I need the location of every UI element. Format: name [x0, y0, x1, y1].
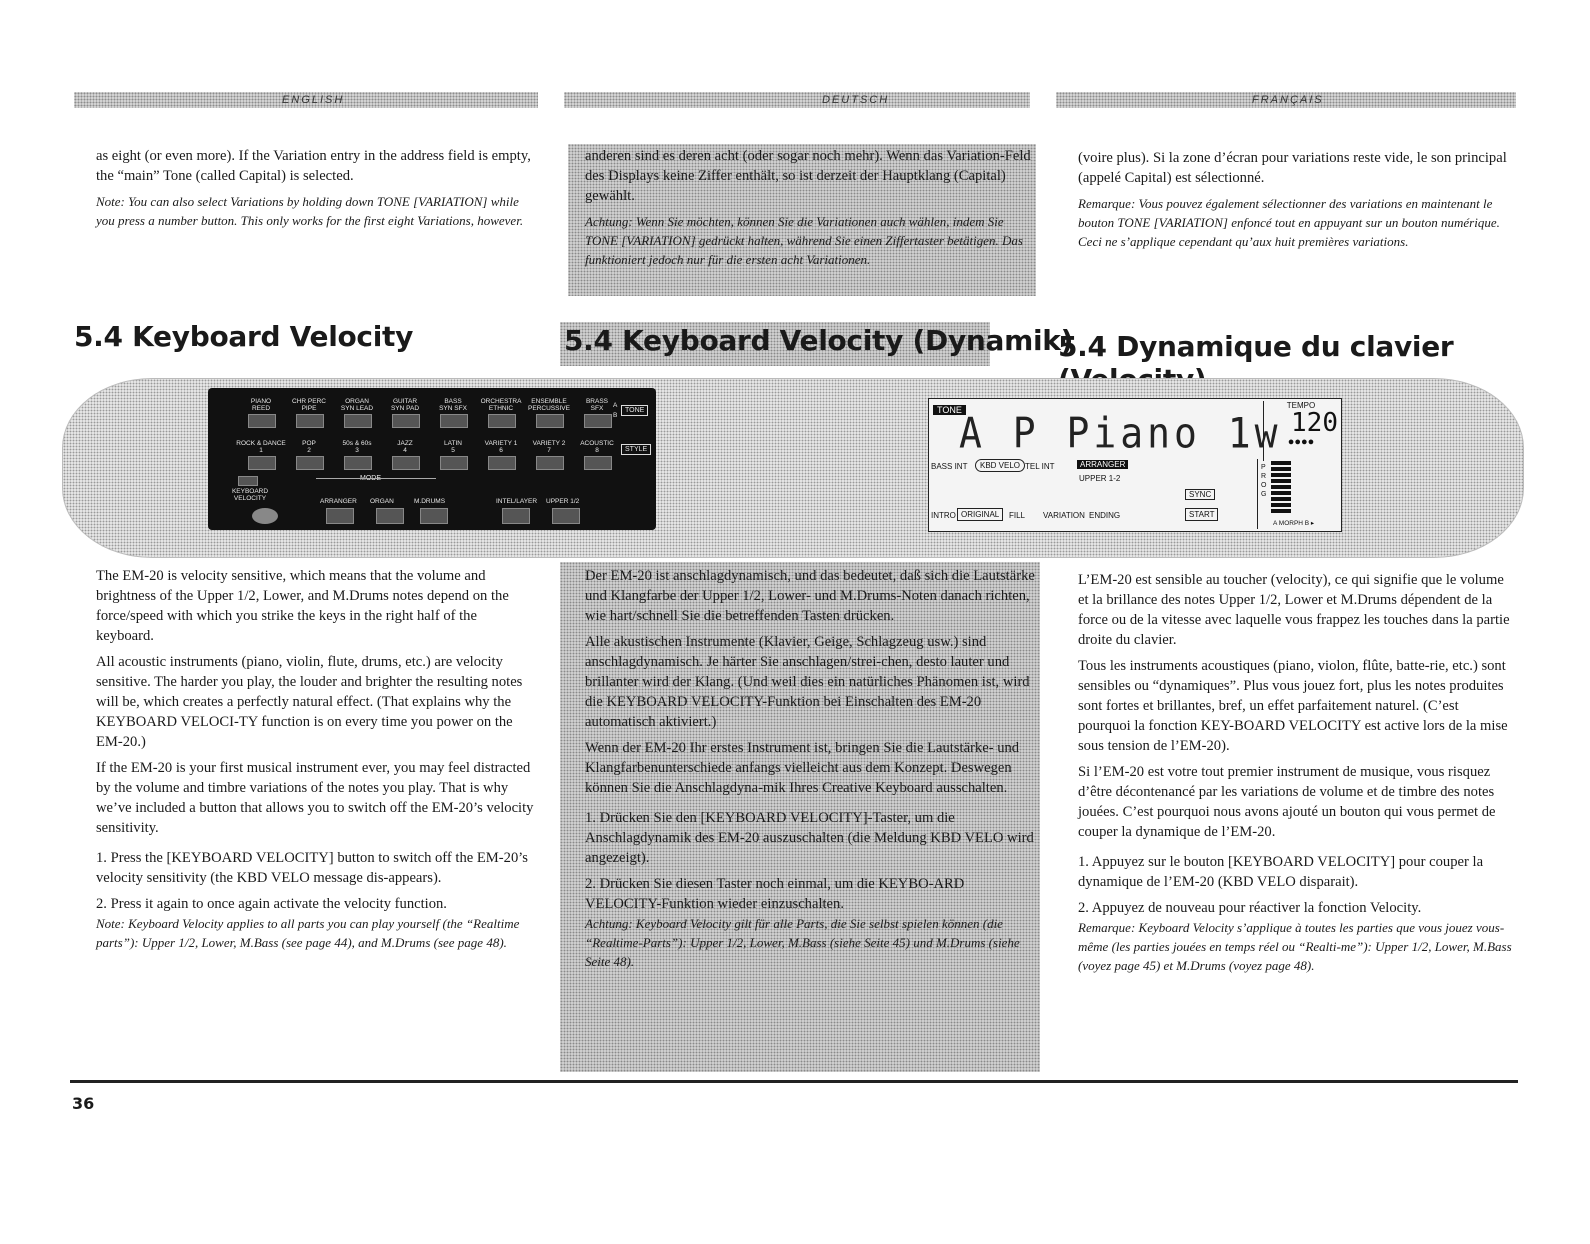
- lcd-start: START: [1185, 508, 1218, 521]
- english-intro-note: Note: You can also select Variations by holding down TONE [VARIATION] while you press a number button. This only works for the first eight Variations, however.: [96, 194, 524, 228]
- tone-group-button[interactable]: [584, 414, 612, 428]
- lcd-beat-dots: ●●●●: [1287, 436, 1315, 448]
- lcd-arranger: ARRANGER: [1077, 460, 1128, 469]
- deutsch-p2: Alle akustischen Instrumente (Klavier, Geige, Schlagzeug usw.) sind anschlagdynamisch. Je härter Sie anschlagen/strei-chen, desto lauter und brillanter wird der Klang. (Und weil dies ein natürliches Phänomen ist, wird die KEYBOARD VELOCITY-Funktion bei Einschalten des EM-20 automatisch aktiviert.): [585, 634, 1030, 730]
- lcd-ending: ENDING: [1089, 511, 1121, 520]
- deutsch-intro-text: anderen sind es deren acht (oder sogar noch mehr). Wenn das Variation-Feld des Displays keine Ziffer enthält, so ist derzeit der Hauptklang (Capital) gewählt.: [585, 148, 1031, 204]
- deutsch-intro-note: Achtung: Wenn Sie möchten, können Sie die Variationen auch wählen, indem Sie TONE [VARIATION] gedrückt halten, während Sie einen Ziffertaster betätigen. Das funktioniert jedoch nur für die ersten acht Variationen.: [585, 214, 1023, 267]
- francais-step1: 1. Appuyez sur le bouton [KEYBOARD VELOCITY] pour couper la dynamique de l’EM-20 (KBD VELO disparait).: [1078, 854, 1484, 890]
- tone-group-label: PIANO REED: [250, 398, 272, 412]
- lcd-display: [928, 398, 1342, 532]
- lcd-sync: SYNC: [1185, 489, 1215, 500]
- tone-group-label: CHR PERC PIPE: [292, 398, 326, 412]
- style-group-label: POP 2: [302, 440, 316, 454]
- page-number: 36: [72, 1094, 95, 1113]
- style-group-label: LATIN 5: [444, 440, 462, 454]
- keyboard-velocity-button[interactable]: [252, 508, 278, 524]
- english-p1: The EM-20 is velocity sensitive, which means that the volume and brightness of the Upper 1/2, Lower, and M.Drums notes depend on the force/speed with which you strike the keys in the right half of the keyboard.: [96, 568, 509, 644]
- style-group-label: ROCK & DANCE 1: [236, 440, 286, 454]
- lcd-variation: VARIATION: [1043, 511, 1085, 520]
- label-a: A: [613, 402, 618, 409]
- francais-intro-note: Remarque: Vous pouvez également sélectionner des variations en maintenant le bouton TONE [VARIATION] enfoncé tout en appuyant sur un bouton numérique. Ceci ne s’applique cependant qu’aux huit premières variations.: [1078, 196, 1500, 249]
- lcd-divider: [1257, 459, 1258, 529]
- mode-button[interactable]: [376, 508, 404, 524]
- deutsch-body: [585, 566, 1035, 977]
- tone-group-button[interactable]: [440, 414, 468, 428]
- francais-p1: L’EM-20 est sensible au toucher (velocity), ce qui signifie que le volume et la brillance des notes Upper 1/2, Lower et M.Drums dépendent de la force ou de la vitesse avec laquelle vous frappez les touches dans la partie droite du clavier.: [1078, 572, 1510, 648]
- english-heading: 5.4 Keyboard Velocity: [74, 320, 414, 353]
- style-group-button[interactable]: [248, 456, 276, 470]
- front-panel-illustration: [208, 388, 656, 530]
- style-group-button[interactable]: [296, 456, 324, 470]
- style-group-label: VARIETY 1 6: [484, 440, 518, 454]
- tone-group-label: ORCHESTRA ETHNIC: [480, 398, 522, 412]
- style-group-button[interactable]: [536, 456, 564, 470]
- mode-label: MODE: [360, 475, 381, 482]
- tone-group-button[interactable]: [392, 414, 420, 428]
- tone-group-label: GUITAR SYN PAD: [390, 398, 420, 412]
- francais-intro: [1078, 148, 1514, 257]
- lcd-main-text: A P Piano 1w: [959, 408, 1282, 458]
- style-group-button[interactable]: [488, 456, 516, 470]
- label-b: B: [613, 412, 618, 419]
- francais-p2: Tous les instruments acoustiques (piano, violon, flûte, batte-rie, etc.) sont sensibles ou “dynamiques”. Plus vous jouez fort, plus les notes produites sont fortes et brillantes, bref, un effet parfaitement naturel. (C’est pourquoi la fonction KEY-BOARD VELOCITY est active lors de la mise sous tension de l’EM-20).: [1078, 658, 1508, 754]
- lcd-morph-meter: [1271, 461, 1291, 515]
- english-intro-text: as eight (or even more). If the Variation entry in the address field is empty, the “main” Tone (called Capital) is selected.: [96, 148, 531, 184]
- tone-group-label: BRASS SFX: [585, 398, 609, 412]
- lang-label: ENGLISH: [282, 94, 345, 106]
- lang-bar-deutsch: [564, 92, 1030, 108]
- english-step2: 2. Press it again to once again activate the velocity function.: [96, 896, 447, 912]
- mode-button-label: M.DRUMS: [414, 498, 446, 505]
- tone-group-button[interactable]: [344, 414, 372, 428]
- style-group-label: JAZZ 4: [397, 440, 413, 454]
- lcd-upper: UPPER 1-2: [1079, 474, 1121, 483]
- deutsch-step2: 2. Drücken Sie diesen Taster noch einmal, um die KEYBO-ARD VELOCITY-Funktion wieder einzuschalten.: [585, 876, 965, 912]
- deutsch-heading: 5.4 Keyboard Velocity (Dynamik): [564, 324, 1074, 357]
- tone-group-button[interactable]: [296, 414, 324, 428]
- deutsch-p1: Der EM-20 ist anschlagdynamisch, und das bedeutet, daß sich die Lautstärke und Klangfarbe der Upper 1/2, Lower- und M.Drums-Noten danach richten, wie hart/schnell Sie die betreffenden Tasten drücken.: [585, 568, 1035, 624]
- mode-button[interactable]: [420, 508, 448, 524]
- style-group-label: ACOUSTIC 8: [580, 440, 614, 454]
- mode-button-label: INTEL/LAYER: [496, 498, 538, 505]
- lang-bar-francais: [1056, 92, 1516, 108]
- lcd-original: ORIGINAL: [957, 508, 1003, 521]
- lcd-tempo-value: 120: [1291, 408, 1338, 438]
- lcd-fill: FILL: [1009, 511, 1026, 520]
- tone-group-button[interactable]: [248, 414, 276, 428]
- keyboard-velocity-led: [238, 476, 258, 486]
- style-group-label: VARIETY 2 7: [532, 440, 566, 454]
- deutsch-note2: Achtung: Keyboard Velocity gilt für alle Parts, die Sie selbst spielen können (die “Realtime-Parts”): Upper 1/2, Lower, M.Bass (siehe Seite 45) und M.Drums (siehe Seite 48).: [585, 916, 1020, 969]
- tone-label: TONE: [621, 405, 648, 416]
- lcd-side-letters: PROG: [1261, 464, 1267, 498]
- style-group-button[interactable]: [584, 456, 612, 470]
- style-label: STYLE: [621, 444, 651, 455]
- lcd-tempo-label: TEMPO: [1286, 401, 1316, 410]
- lcd-morph-label: A MORPH B ▸: [1273, 520, 1315, 527]
- francais-step2: 2. Appuyez de nouveau pour réactiver la fonction Velocity.: [1078, 900, 1422, 916]
- mode-button[interactable]: [326, 508, 354, 524]
- english-intro: [96, 146, 534, 236]
- mode-button[interactable]: [552, 508, 580, 524]
- lcd-tel-int: TEL INT: [1025, 462, 1055, 471]
- mode-button[interactable]: [502, 508, 530, 524]
- style-group-button[interactable]: [392, 456, 420, 470]
- english-p3: If the EM-20 is your first musical instrument ever, you may feel distracted by the volume and timbre variations of the notes you play. That is why we’ve included a button that allows you to switch off the EM-20’s velocity sensitivity.: [96, 760, 534, 836]
- lang-label: DEUTSCH: [822, 94, 890, 106]
- mode-button-label: ARRANGER: [320, 498, 357, 505]
- footer-rule: [70, 1080, 1518, 1083]
- style-group-label: 50s & 60s 3: [342, 440, 372, 454]
- lcd-kbd-velo: KBD VELO: [975, 459, 1025, 472]
- style-group-button[interactable]: [344, 456, 372, 470]
- tone-group-button[interactable]: [536, 414, 564, 428]
- mode-button-label: UPPER 1/2: [546, 498, 580, 505]
- francais-heading: 5.4 Dynamique du clavier: [1058, 330, 1454, 363]
- keyboard-velocity-label: KEYBOARD VELOCITY: [231, 488, 269, 502]
- english-body: [96, 566, 534, 958]
- english-p2: All acoustic instruments (piano, violin, flute, drums, etc.) are velocity sensitive. The harder you play, the louder and brighter the resulting notes will be, which creates a perfectly natural effect. (That explains why the KEYBOARD VELOCI-TY function is on every time you power on the EM-20.): [96, 654, 523, 750]
- deutsch-intro: [585, 146, 1035, 275]
- deutsch-step1: 1. Drücken Sie den [KEYBOARD VELOCITY]-Taster, um die Anschlagdynamik des EM-20 auszuschalten (die Meldung KBD VELO wird angezeigt).: [585, 810, 1034, 866]
- francais-body: [1078, 570, 1514, 981]
- francais-intro-text: (voire plus). Si la zone d’écran pour variations reste vide, le son principal (appelé Capital) est sélectionné.: [1078, 150, 1507, 186]
- tone-group-button[interactable]: [488, 414, 516, 428]
- lang-label: FRANÇAIS: [1252, 94, 1324, 106]
- english-step1: 1. Press the [KEYBOARD VELOCITY] button to switch off the EM-20’s velocity sensitivity (the KBD VELO message dis-appears).: [96, 850, 528, 886]
- lang-bar-english: [74, 92, 538, 108]
- tone-group-label: ENSEMBLE PERCUSSIVE: [528, 398, 570, 412]
- tone-group-label: ORGAN SYN LEAD: [340, 398, 374, 412]
- mode-line: [316, 478, 436, 479]
- deutsch-p3: Wenn der EM-20 Ihr erstes Instrument ist, bringen Sie die Lautstärke- und Klangfarbenunterschiede anfangs vielleicht aus dem Konzept. Deswegen können Sie die Anschlagdyna-mik Ihres Creative Keyboard ausschalten.: [585, 740, 1020, 796]
- lcd-intro: INTRO: [931, 511, 956, 520]
- lcd-tempo-box: [1263, 401, 1338, 461]
- francais-note2: Remarque: Keyboard Velocity s’applique à toutes les parties que vous jouez vous-même (les parties jouées en temps réel ou “Realti-me”): Upper 1/2, Lower, M.Bass (voyez page 45) et M.Drums (voyez page 48).: [1078, 920, 1512, 973]
- english-note2: Note: Keyboard Velocity applies to all parts you can play yourself (the “Realtime parts”): Upper 1/2, Lower, M.Bass (see page 44), and M.Drums (see page 48).: [96, 916, 520, 950]
- lcd-tone-tag: TONE: [933, 405, 966, 415]
- style-group-button[interactable]: [440, 456, 468, 470]
- mode-button-label: ORGAN: [370, 498, 394, 505]
- tone-group-label: BASS SYN SFX: [439, 398, 467, 412]
- francais-p3: Si l’EM-20 est votre tout premier instrument de musique, vous risquez d’être décontenancé par les variations de volume et de timbre des notes jouées. C’est pourquoi nous avons ajouté un bouton qui vous permet de couper la dynamique de l’EM-20.: [1078, 764, 1496, 840]
- lcd-bass-int: BASS INT: [931, 462, 968, 471]
